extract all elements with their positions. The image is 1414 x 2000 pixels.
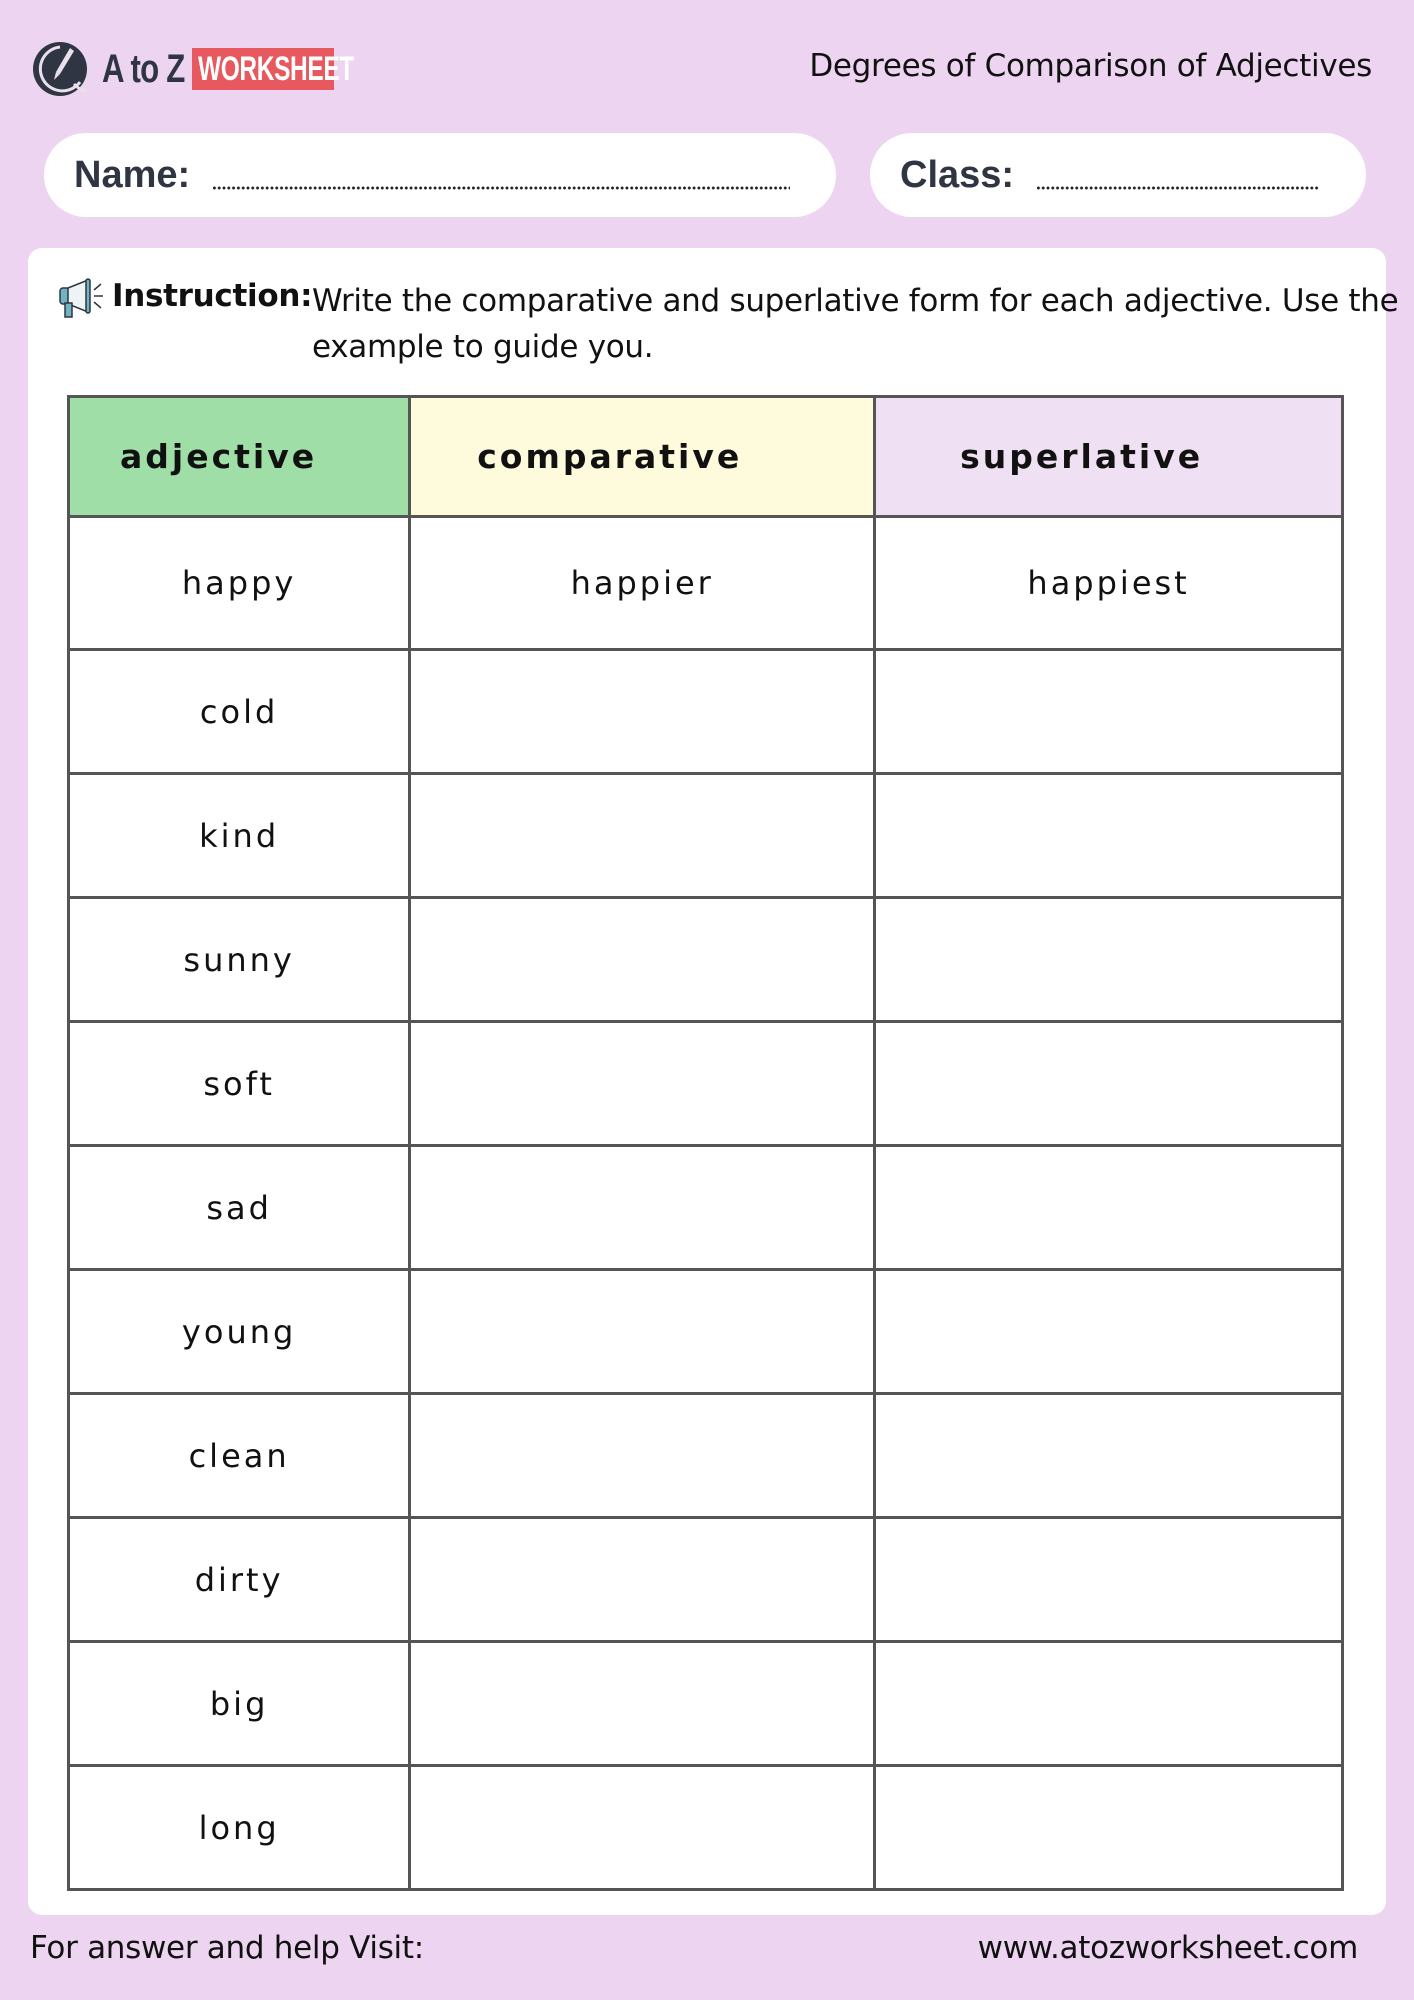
table-row: [69, 1022, 1343, 1146]
table-row: [69, 1270, 1343, 1394]
superlative-cell[interactable]: [875, 1766, 1343, 1890]
superlative-cell[interactable]: [875, 1146, 1343, 1270]
class-dotted-line[interactable]: [1036, 186, 1320, 190]
header-comparative: comparative: [410, 397, 875, 517]
superlative-cell[interactable]: [875, 774, 1343, 898]
instruction-label: Instruction:: [112, 278, 313, 314]
footer-website-link[interactable]: www.atozworksheet.com: [977, 1930, 1358, 1966]
table-row: [69, 1518, 1343, 1642]
comparative-cell[interactable]: [410, 1146, 875, 1270]
comparative-cell[interactable]: [410, 1394, 875, 1518]
adjective-cell: soft: [69, 1022, 410, 1146]
comparative-cell[interactable]: [410, 774, 875, 898]
comparative-cell[interactable]: [410, 1766, 875, 1890]
adjective-cell: cold: [69, 650, 410, 774]
superlative-cell[interactable]: [875, 1642, 1343, 1766]
adjective-cell: big: [69, 1642, 410, 1766]
name-field[interactable]: [44, 133, 836, 217]
superlative-cell[interactable]: [875, 1518, 1343, 1642]
table-row: [69, 650, 1343, 774]
comparative-cell[interactable]: [410, 898, 875, 1022]
class-field[interactable]: [870, 133, 1366, 217]
superlative-cell[interactable]: happiest: [875, 517, 1343, 650]
logo-text: A to Z: [102, 46, 185, 91]
superlative-cell[interactable]: [875, 1270, 1343, 1394]
brand-logo: [30, 40, 354, 98]
comparative-cell[interactable]: [410, 1270, 875, 1394]
table-row: [69, 1146, 1343, 1270]
instruction-text: Write the comparative and superlative form for each adjective. Use the example to guide you.: [312, 283, 1399, 365]
superlative-cell[interactable]: [875, 1394, 1343, 1518]
table-row: [69, 517, 1343, 650]
name-dotted-line[interactable]: [212, 186, 790, 190]
class-label: Class:: [900, 153, 1015, 196]
logo-badge: WORKSHEET: [192, 48, 334, 90]
table-row: [69, 1642, 1343, 1766]
comparative-cell[interactable]: [410, 1642, 875, 1766]
table-row: [69, 1394, 1343, 1518]
superlative-cell[interactable]: [875, 1022, 1343, 1146]
adjective-cell: long: [69, 1766, 410, 1890]
comparative-cell[interactable]: [410, 1022, 875, 1146]
adjective-cell: sunny: [69, 898, 410, 1022]
adjective-cell: happy: [69, 517, 410, 650]
header-superlative: superlative: [875, 397, 1343, 517]
superlative-cell[interactable]: [875, 898, 1343, 1022]
superlative-cell[interactable]: [875, 650, 1343, 774]
comparative-cell[interactable]: [410, 650, 875, 774]
instruction-block: [56, 276, 1399, 365]
worksheet-title: Degrees of Comparison of Adjectives: [809, 48, 1372, 84]
megaphone-icon: [56, 276, 106, 320]
header-adjective: adjective: [69, 397, 410, 517]
table-row: [69, 898, 1343, 1022]
pen-nib-logo-icon: [30, 40, 92, 98]
comparative-cell[interactable]: happier: [410, 517, 875, 650]
adjective-cell: young: [69, 1270, 410, 1394]
adjective-cell: sad: [69, 1146, 410, 1270]
table-row: [69, 1766, 1343, 1890]
table-row: [69, 774, 1343, 898]
footer-help-text: For answer and help Visit:: [30, 1930, 424, 1966]
adjective-cell: dirty: [69, 1518, 410, 1642]
adjective-table: [67, 395, 1344, 1891]
name-label: Name:: [74, 153, 191, 196]
adjective-cell: kind: [69, 774, 410, 898]
adjective-cell: clean: [69, 1394, 410, 1518]
comparative-cell[interactable]: [410, 1518, 875, 1642]
table-header-row: [69, 397, 1343, 517]
